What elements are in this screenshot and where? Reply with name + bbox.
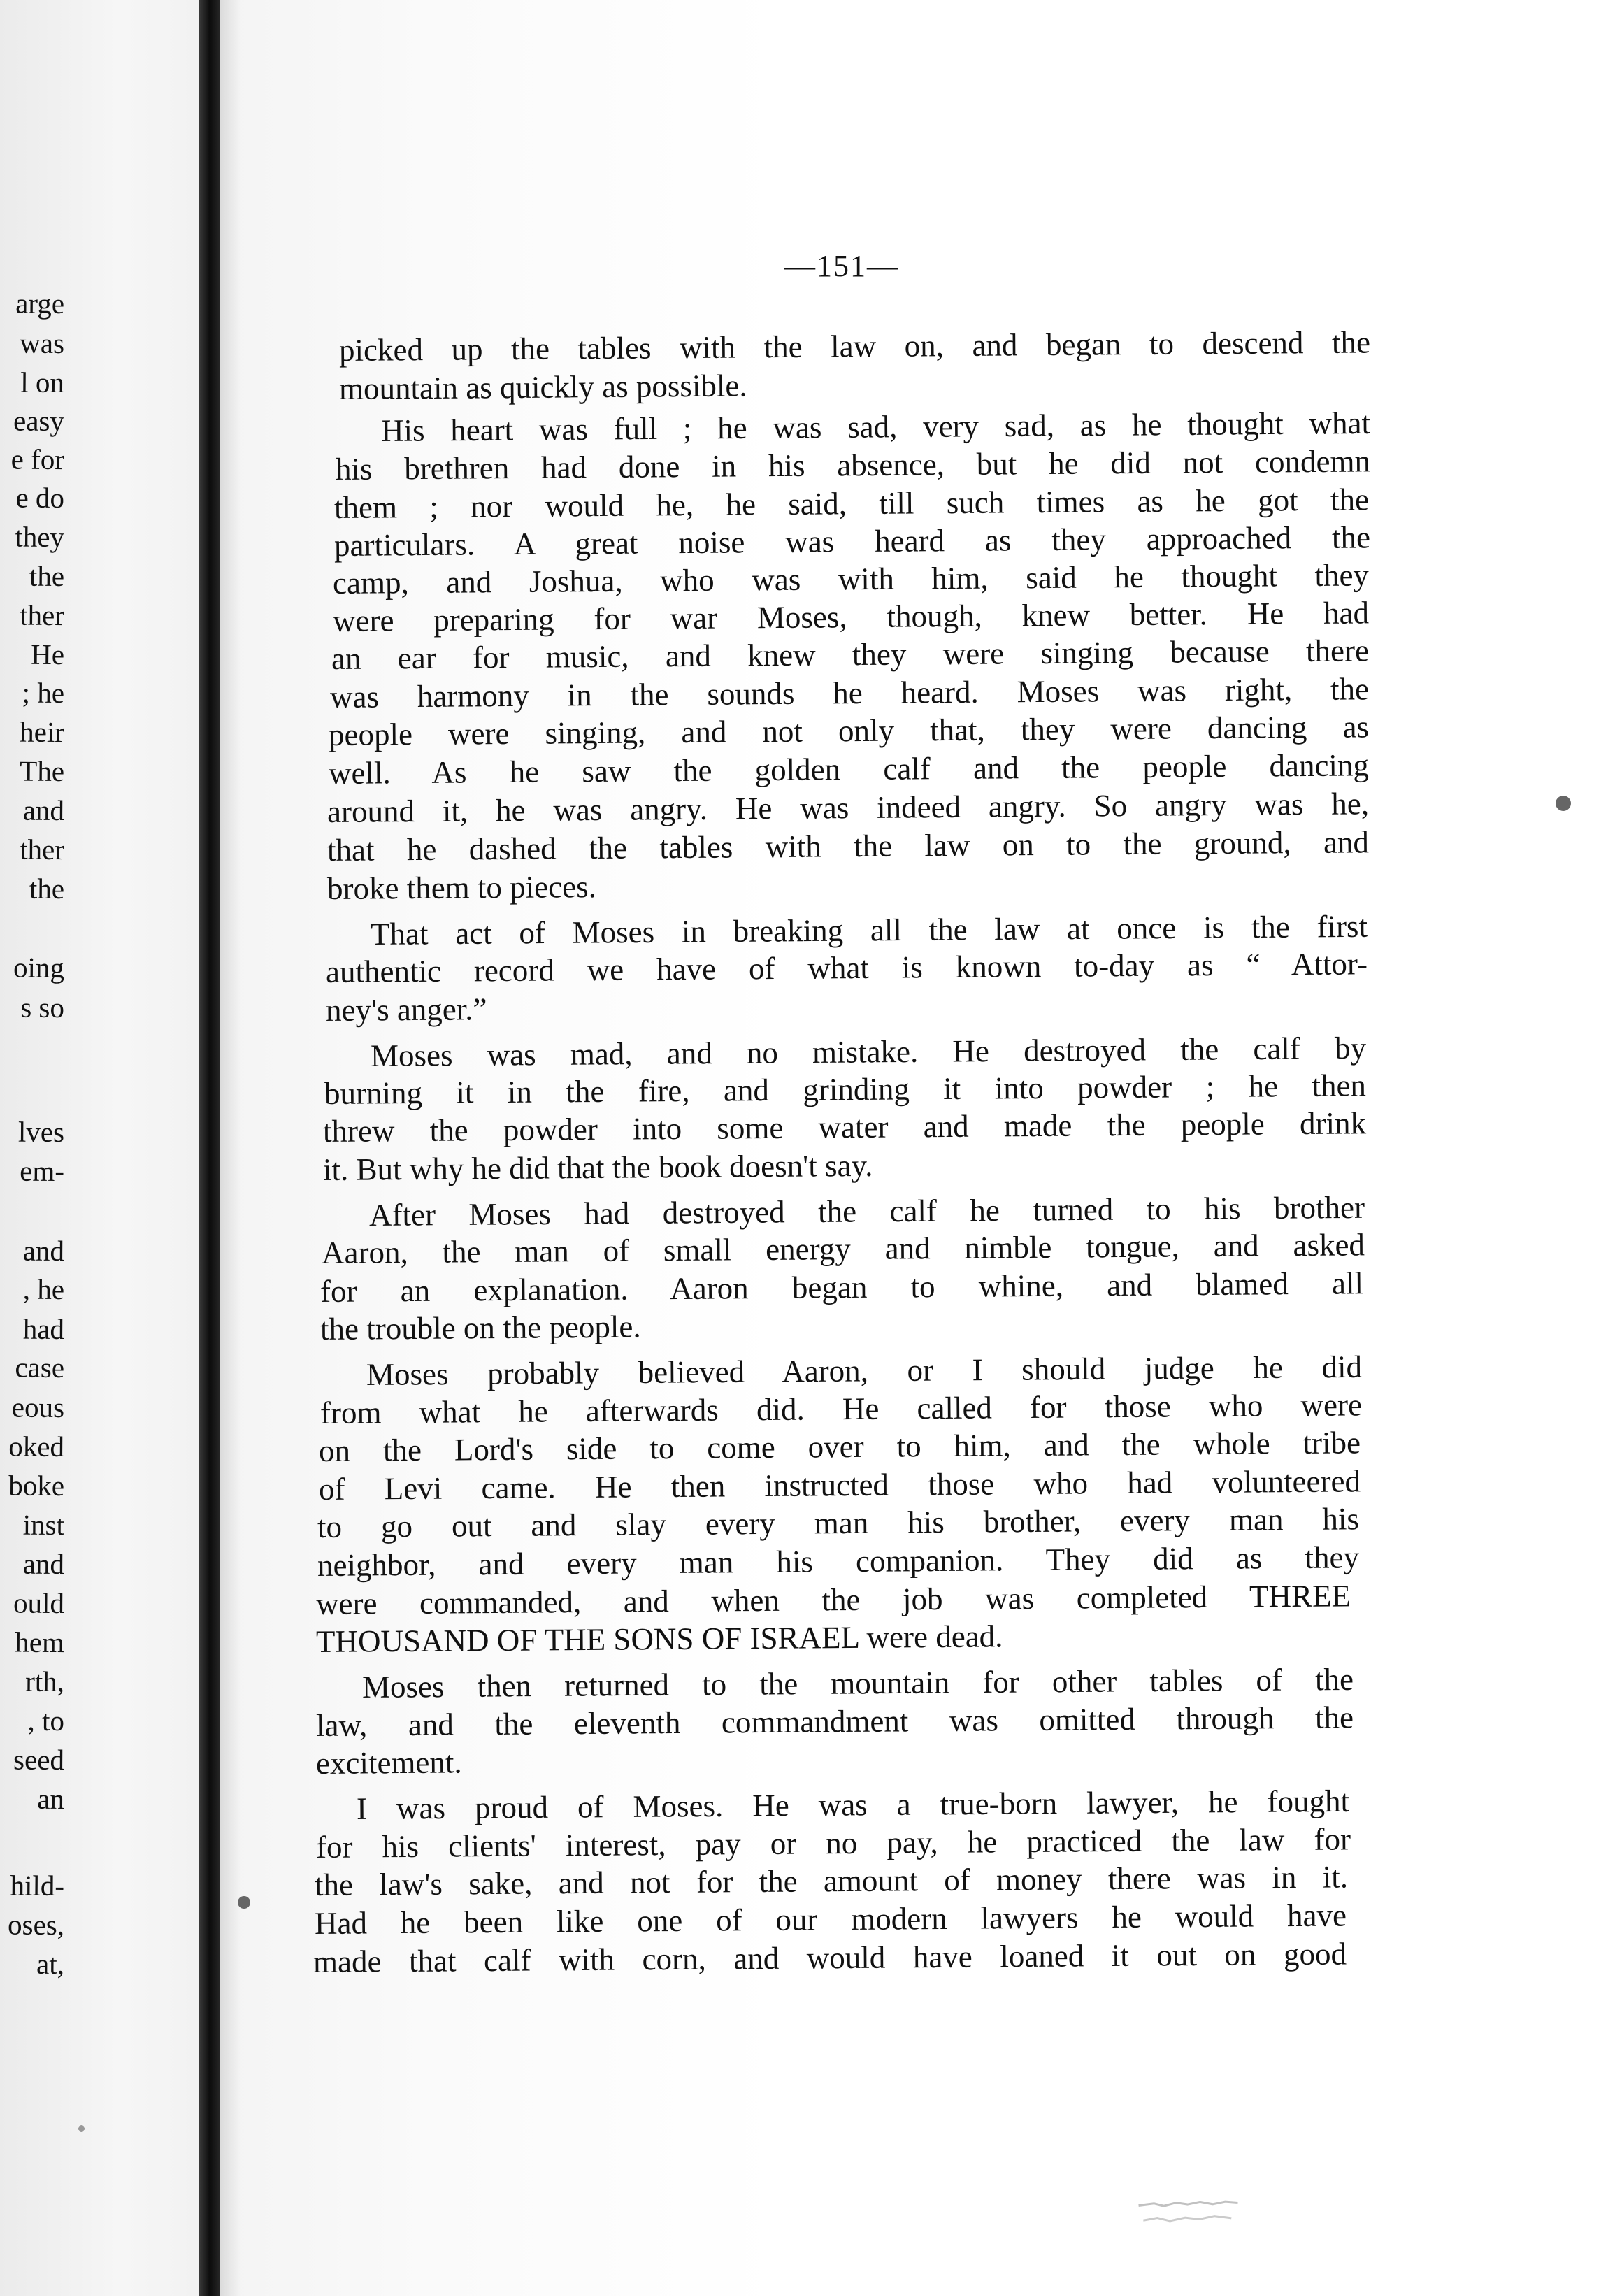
text-line: After Moses had destroyed the calf he turned to his brother (368, 1189, 1365, 1233)
text-line: burning it in the fire, and grinding it into powder ; he then (324, 1068, 1367, 1111)
left-page-fragment: ; he (22, 676, 65, 710)
text-line: picked up the tables with the law on, and began to descend the (338, 324, 1371, 368)
left-page-fragment: heir (20, 715, 65, 749)
text-line: from what he afterwards did. He called for those who were (320, 1387, 1363, 1430)
left-page-fragment: seed (13, 1743, 65, 1777)
left-page-fragment: lves (17, 1115, 65, 1149)
page-spot (78, 2125, 85, 2132)
left-page-fragment: , he (22, 1272, 65, 1306)
book-gutter (199, 0, 220, 2296)
left-page-fragment: He (31, 638, 65, 671)
left-page-fragment: hild- (10, 1869, 65, 1902)
left-page-fragment: case (15, 1351, 65, 1384)
text-line: made that calf with corn, and would have loaned it out on good (313, 1936, 1347, 1979)
text-line: law, and the eleventh commandment was omitted through the (315, 1700, 1354, 1743)
left-page-fragment: had (22, 1312, 65, 1346)
left-page-fragment: an (37, 1782, 65, 1816)
text-line: of Levi came. He then instructed those who had volunteered (318, 1463, 1361, 1507)
left-page-fragment: at, (36, 1947, 65, 1981)
left-page-fragment: oing (13, 951, 65, 984)
text-line: threw the powder into some water and made the people drink (322, 1105, 1367, 1149)
left-page-fragment: and (22, 794, 65, 827)
left-page-fragment: em- (20, 1154, 65, 1188)
left-page-fragment: e do (15, 481, 65, 515)
gutter-shadow (220, 0, 241, 2296)
text-line: mountain as quickly as possible. (338, 368, 747, 406)
text-line: around it, he was angry. He was indeed angry. So angry was he, (326, 786, 1370, 829)
text-line: particulars. A great noise was heard as they approached the (333, 519, 1371, 563)
text-line: I was proud of Moses. He was a true-born lawyer, he fought (356, 1783, 1350, 1826)
text-line: that he dashed the tables with the law on to the ground, and (326, 824, 1370, 868)
left-page-fragment: and (22, 1547, 65, 1581)
text-line: broke them to pieces. (326, 868, 597, 906)
page-spot (1556, 796, 1571, 811)
text-line: excitement. (315, 1744, 462, 1781)
left-page-fragment: s so (20, 991, 65, 1024)
text-line: were preparing for war Moses, though, knew better. He had (332, 595, 1370, 638)
text-line: camp, and Joshua, who was with him, said he thought they (332, 557, 1370, 601)
left-page-fragment: boke (8, 1469, 65, 1502)
text-line: Moses then returned to the mountain for other tables of the (361, 1661, 1354, 1705)
left-page-fragment: e for (10, 443, 65, 476)
left-page-fragment: eous (11, 1391, 65, 1424)
text-line: THOUSAND OF THE SONS OF ISRAEL were dead. (315, 1619, 1003, 1659)
left-page-fragment: the (29, 559, 65, 593)
text-line: on the Lord's side to come over to him, and the whole tribe (318, 1425, 1361, 1468)
left-page-fragment: hem (15, 1626, 65, 1659)
left-page-fragment: inst (22, 1508, 65, 1542)
left-page-fragment: ther (20, 598, 65, 632)
left-page-fragment: was (20, 327, 65, 360)
text-line: was harmony in the sounds he heard. Moses was right, the (329, 671, 1370, 715)
text-line: for an explanation. Aaron began to whine, and blamed all (320, 1265, 1364, 1309)
text-line: were commanded, and when the job was completed THREE (315, 1578, 1351, 1621)
library-stamp (1135, 2192, 1242, 2234)
left-page-fragment: ould (13, 1586, 65, 1620)
text-line: Moses was mad, and no mistake. He destroyed the calf by (370, 1030, 1367, 1073)
page-spot (238, 1896, 250, 1909)
left-page-fragment: arge (15, 287, 65, 320)
text-line: an ear for music, and knew they were singing because there (331, 633, 1370, 676)
left-page-fragment: l on (20, 366, 65, 399)
text-line: Had he been like one of our modern lawyers he would have (314, 1897, 1347, 1941)
text-line: the law's sake, and not for the amount of money there was in it. (314, 1859, 1349, 1902)
left-page-fragment: The (20, 754, 65, 788)
left-page-fragment: oked (8, 1430, 65, 1463)
left-page-fragment: rth, (25, 1665, 65, 1698)
text-line: His heart was full ; he was sad, very sad, as he thought what (380, 405, 1371, 448)
left-page-fragment: the (29, 872, 65, 905)
left-page-fragment: they (15, 520, 65, 554)
text-line: to go out and slay every man his brother, every man his (317, 1501, 1360, 1544)
left-page-fragment: , to (27, 1704, 65, 1737)
text-line: people were singing, and not only that, they were dancing as (328, 709, 1370, 752)
text-line: well. As he saw the golden calf and the people dancing (328, 747, 1370, 791)
left-page-fragment: and (22, 1234, 65, 1268)
text-line: Moses probably believed Aaron, or I should judge he did (366, 1349, 1363, 1392)
text-line: for his clients' interest, pay or no pay, he practiced the law for (315, 1821, 1351, 1865)
text-line: Aaron, the man of small energy and nimble tongue, and asked (321, 1227, 1365, 1270)
page-number: —151— (784, 249, 899, 283)
text-line: it. But why he did that the book doesn't say. (322, 1147, 873, 1187)
text-line: neighbor, and every man his companion. They did as they (317, 1540, 1360, 1583)
text-line: the trouble on the people. (320, 1309, 641, 1347)
left-page-fragment: easy (13, 404, 65, 438)
left-page-fragment: oses, (7, 1908, 65, 1942)
text-line: authentic record we have of what is known to-day as “ Attor- (325, 946, 1368, 989)
text-line: ney's anger.” (325, 991, 487, 1028)
left-page-fragment: ther (20, 833, 65, 866)
text-line: them ; nor would he, he said, till such times as he got the (333, 482, 1370, 525)
text-line: That act of Moses in breaking all the law at once is the first (370, 908, 1368, 952)
text-line: his brethren had done in his absence, but he did not condemn (335, 443, 1371, 487)
